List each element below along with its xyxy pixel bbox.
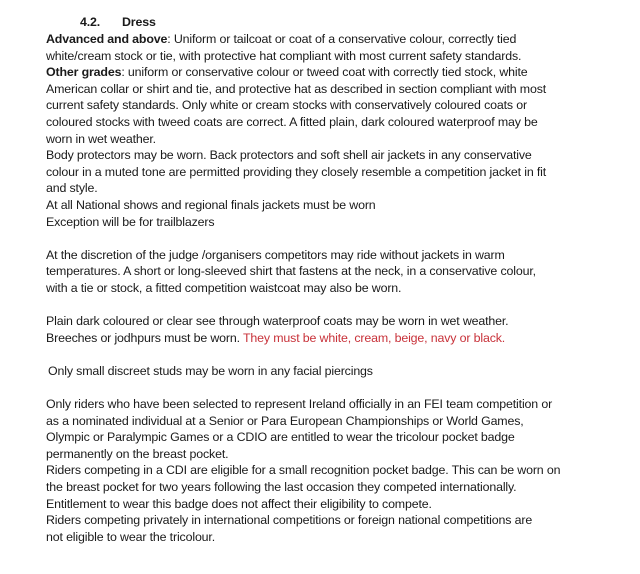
label-separator: : <box>121 65 125 80</box>
text-line: Uniform or tailcoat or coat of a conservative colour, correctly tied <box>170 32 517 46</box>
text-line: with a tie or stock, a fitted competition waistcoat may also be worn. <box>46 280 402 295</box>
section-number: 4.2. <box>80 15 101 29</box>
text-line: Entitlement to wear this badge does not affect their eligibility to compete. <box>46 496 432 511</box>
text-line: Riders competing in a CDI are eligible for a small recognition pocket badge. This can be worn on <box>46 463 561 478</box>
blank-line <box>46 346 626 363</box>
paragraph-private <box>46 512 626 545</box>
text-line: and style. <box>46 181 98 196</box>
text-line: Riders competing privately in international competitions or foreign national competitions are <box>46 513 533 528</box>
paragraph-discretion <box>46 247 626 297</box>
breeches-colour-requirement: They must be white, cream, beige, navy or black. <box>239 330 506 345</box>
text-line: worn in wet weather. <box>46 131 156 146</box>
section-title: Dress <box>122 15 156 29</box>
text-line: white/cream stock or tie, with protective hat compliant with most current safety standards. <box>46 48 522 63</box>
text-line: Body protectors may be worn. Back protectors and soft shell air jackets in any conservative <box>46 148 532 163</box>
blank-line <box>46 297 626 314</box>
paragraph-waterproof: Plain dark coloured or clear see through waterproof coats may be worn in wet weather. <box>46 314 509 329</box>
paragraph-exception: Exception will be for trailblazers <box>46 214 215 229</box>
label-separator: : <box>167 32 171 46</box>
other-grades-label: Other grades <box>46 65 122 80</box>
paragraph-body-protectors <box>46 147 626 197</box>
text-line: American collar or shirt and tie, and protective hat as described in section compliant with most <box>46 81 547 96</box>
text-line: permanently on the breast pocket. <box>46 446 229 461</box>
paragraph-national-shows: At all National shows and regional finals jackets must be worn <box>46 197 376 212</box>
paragraph-piercings: Only small discreet studs may be worn in any facial piercings <box>48 363 373 378</box>
text-line: coloured stocks with tweed coats are correct. A fitted plain, dark coloured waterproof may be <box>46 114 538 129</box>
text-line: as a nominated individual at a Senior or Para European Championships or World Games, <box>46 413 524 428</box>
paragraph-breeches <box>46 330 626 347</box>
document-page <box>46 14 626 545</box>
text-line: colour in a muted tone are permitted providing they closely resemble a competition jacket in fit <box>46 164 547 179</box>
paragraph-tricolour <box>46 396 626 462</box>
blank-line <box>46 230 626 247</box>
text-line: not eligible to wear the tricolour. <box>46 529 216 544</box>
text-line: At the discretion of the judge /organisers competitors may ride without jackets in warm <box>46 247 505 262</box>
text-line: the breast pocket for two years following the last occasion they competed internationally. <box>46 480 517 495</box>
text-line: Only riders who have been selected to represent Ireland officially in an FEI team competition or <box>46 397 553 412</box>
paragraph-cdi <box>46 462 626 512</box>
text-line: current safety standards. Only white or cream stocks with conservatively coloured coats or <box>46 98 527 113</box>
breeches-text: Breeches or jodhpurs must be worn. <box>46 330 240 345</box>
paragraph-advanced <box>46 31 626 64</box>
section-heading <box>80 14 626 31</box>
paragraph-other-grades <box>46 64 626 147</box>
blank-line <box>46 379 626 396</box>
advanced-label: Advanced and above <box>46 32 168 46</box>
text-line: uniform or conservative colour or tweed coat with correctly tied stock, white <box>124 65 528 80</box>
text-line: Olympic or Paralympic Games or a CDIO are entitled to wear the tricolour pocket badge <box>46 430 515 445</box>
text-line: temperatures. A short or long-sleeved shirt that fastens at the neck, in a conservative colour, <box>46 264 536 279</box>
